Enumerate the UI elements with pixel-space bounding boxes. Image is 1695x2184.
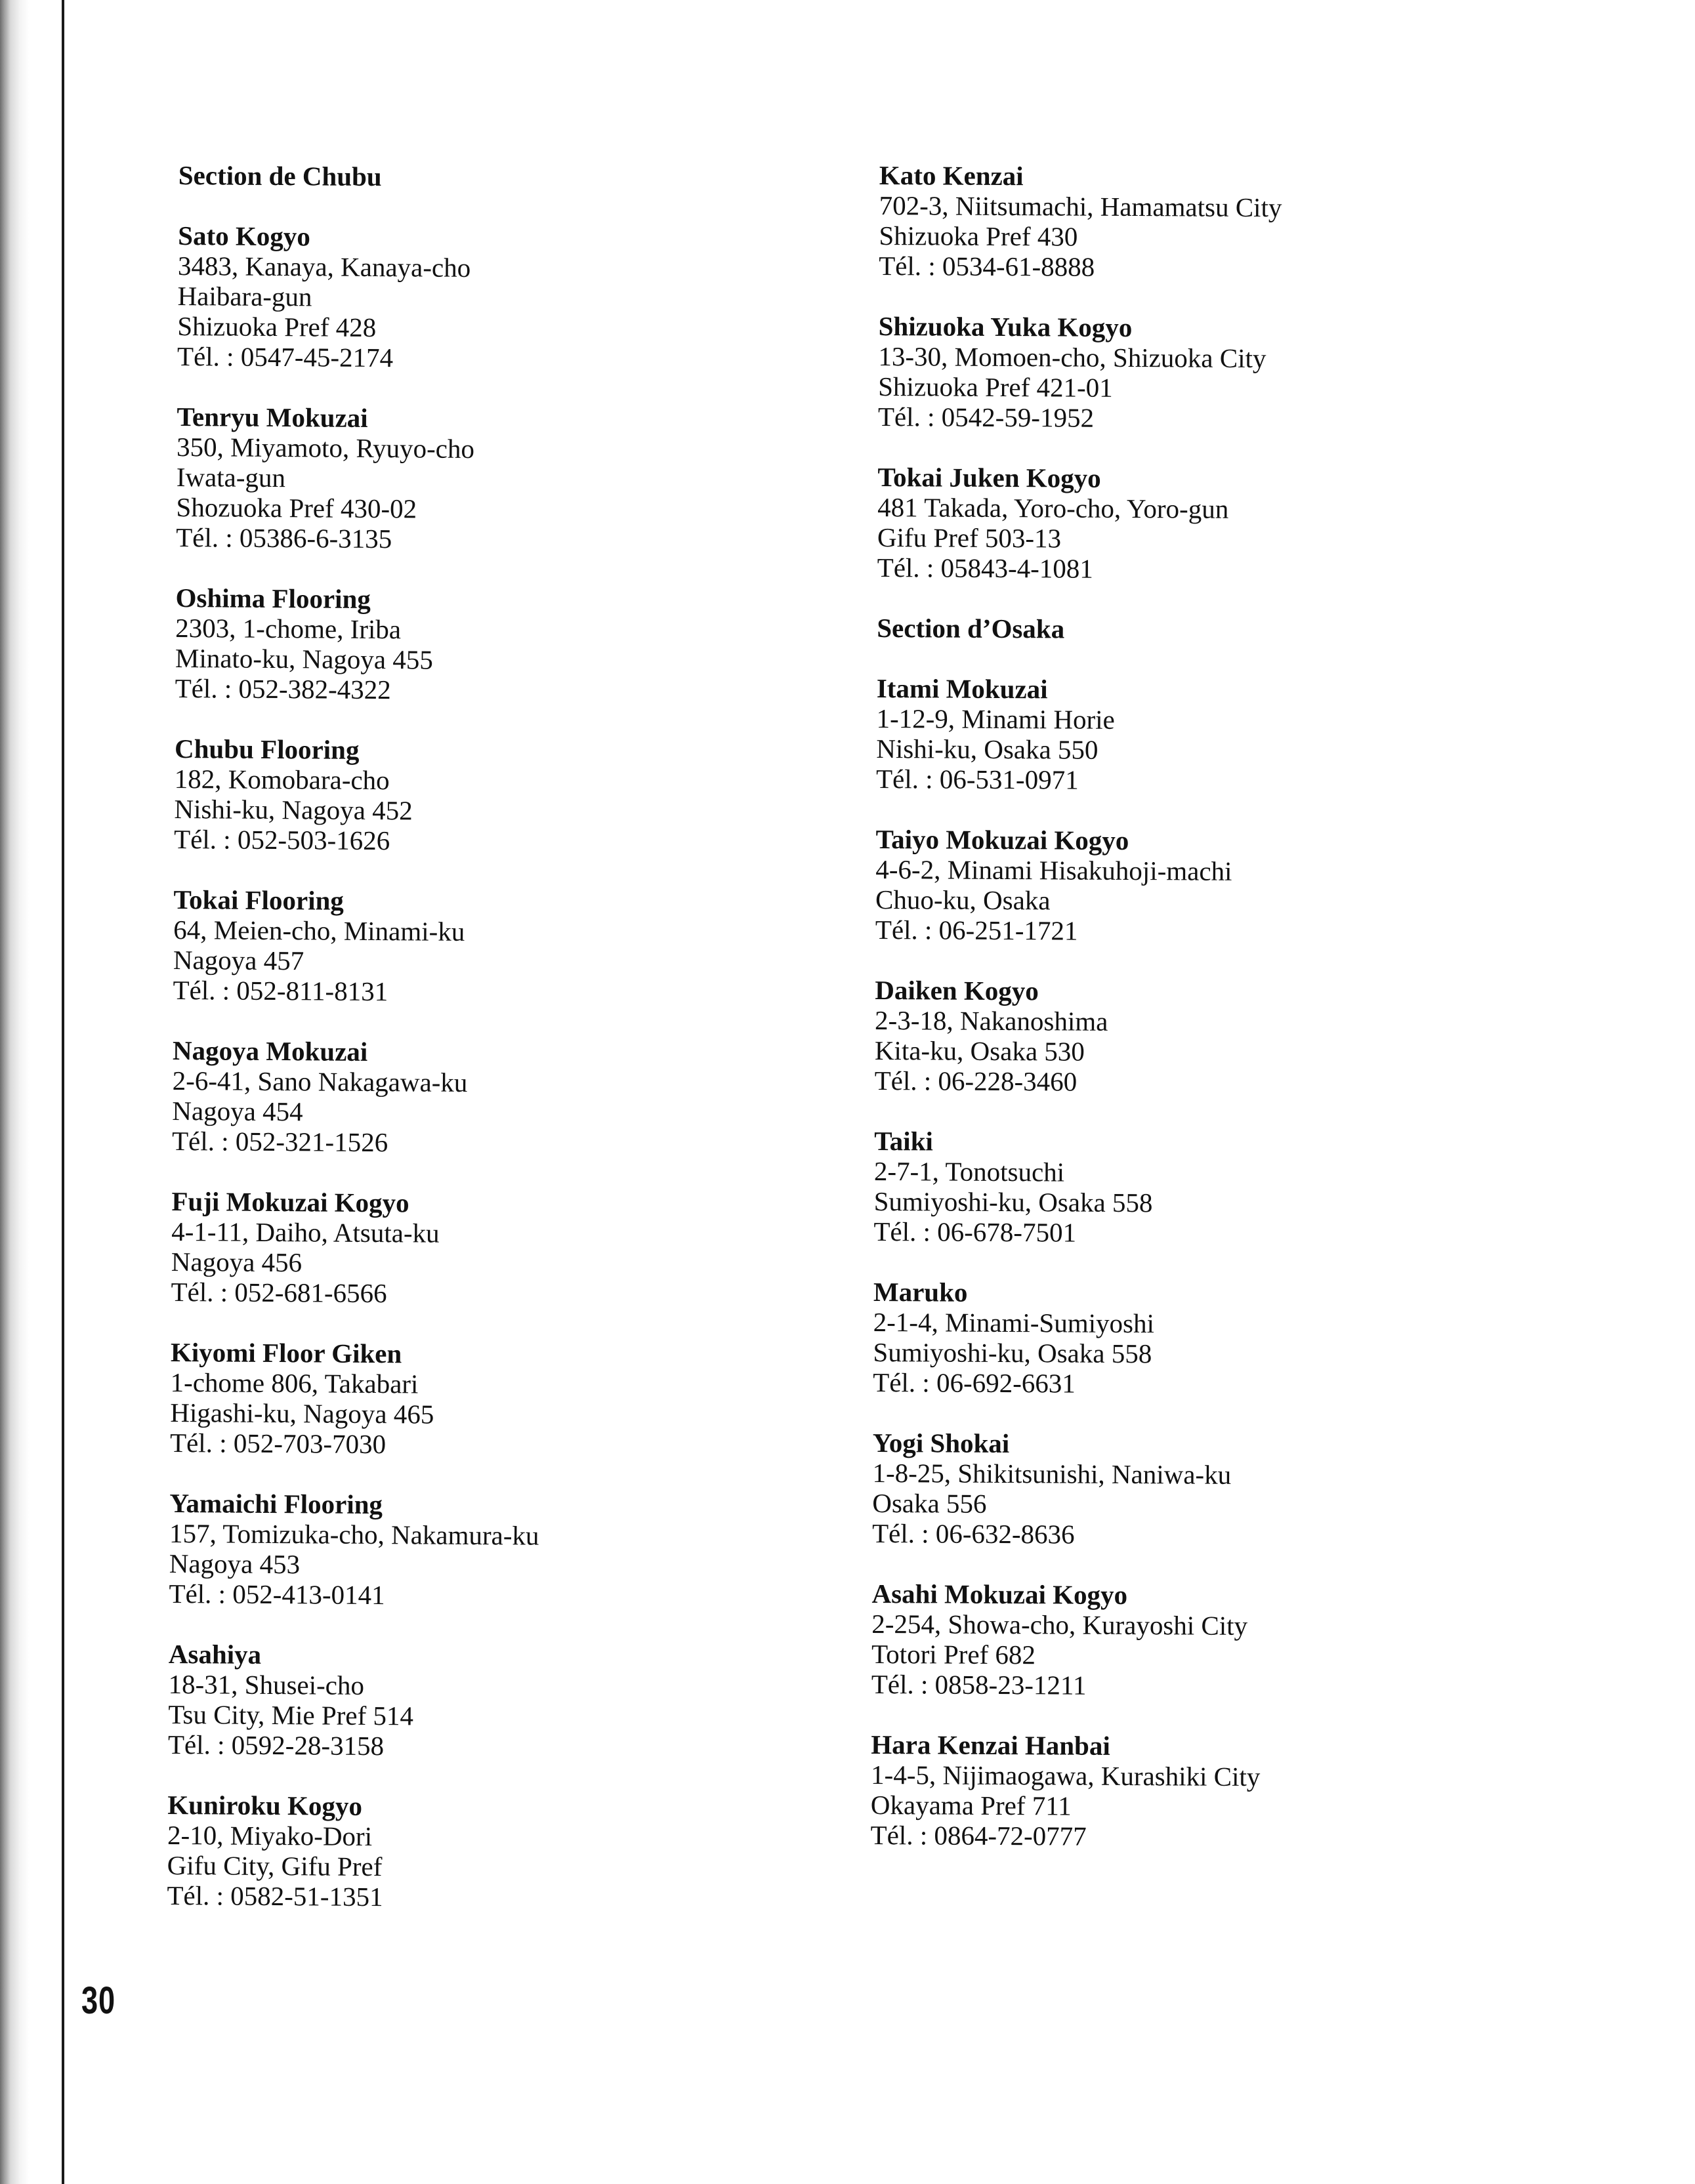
company-phone: Tél. : 06-678-7501 xyxy=(873,1216,1077,1248)
company-name: Nagoya Mokuzai xyxy=(172,1035,368,1067)
company-name: Asahiya xyxy=(168,1638,262,1670)
company-address-line: Shizuoka Pref 421-01 xyxy=(878,371,1113,403)
company-phone: Tél. : 0542-59-1952 xyxy=(877,401,1095,433)
company-name: Hara Kenzai Hanbai xyxy=(871,1729,1110,1761)
company-address-line: Gifu Pref 503-13 xyxy=(877,522,1062,554)
company-phone: Tél. : 052-503-1626 xyxy=(173,823,390,856)
company-name: Yamaichi Flooring xyxy=(169,1487,383,1520)
company-phone: Tél. : 0864-72-0777 xyxy=(870,1819,1087,1851)
company-name: Taiyo Mokuzai Kogyo xyxy=(875,823,1129,856)
company-entry xyxy=(176,402,689,556)
company-entry xyxy=(169,1488,681,1612)
company-address-line: Minato-ku, Nagoya 455 xyxy=(175,642,433,675)
company-address-line: 702-3, Niitsumachi, Hamamatsu City xyxy=(879,190,1282,223)
left-column xyxy=(167,160,690,1944)
company-name: Shizuoka Yuka Kogyo xyxy=(878,310,1133,343)
company-entry xyxy=(167,1790,679,1914)
company-name: Yogi Shokai xyxy=(872,1427,1010,1459)
company-address-line: Kita-ku, Osaka 530 xyxy=(874,1035,1085,1067)
company-entry xyxy=(175,583,688,707)
company-address-line: 481 Takada, Yoro-cho, Yoro-gun xyxy=(877,491,1229,524)
company-entry xyxy=(173,884,685,1008)
company-entry xyxy=(171,1186,683,1310)
company-address-line: 64, Meien-cho, Minami-ku xyxy=(173,914,465,947)
company-phone: Tél. : 052-321-1526 xyxy=(171,1125,388,1158)
company-name: Sato Kogyo xyxy=(178,220,310,252)
company-address-line: 4-6-2, Minami Hisakuhoji-machi xyxy=(875,854,1232,886)
company-address-line: Gifu City, Gifu Pref xyxy=(167,1849,383,1882)
company-address-line: Shozuoka Pref 430-02 xyxy=(176,491,417,524)
company-phone: Tél. : 052-811-8131 xyxy=(173,974,388,1007)
company-address-line: Okayama Pref 711 xyxy=(870,1789,1072,1821)
company-entry xyxy=(170,1337,682,1461)
company-phone: Tél. : 052-703-7030 xyxy=(169,1427,387,1460)
company-address-line: 13-30, Momoen-cho, Shizuoka City xyxy=(878,340,1266,374)
company-entry xyxy=(875,824,1414,947)
company-entry xyxy=(172,1035,684,1159)
company-phone: Tél. : 06-531-0971 xyxy=(875,763,1079,795)
company-phone: Tél. : 052-413-0141 xyxy=(169,1578,385,1611)
company-phone: Tél. : 06-632-8636 xyxy=(871,1517,1075,1550)
company-address-line: Shizuoka Pref 428 xyxy=(177,310,377,343)
company-address-line: 1-chome 806, Takabari xyxy=(170,1367,419,1399)
company-phone: Tél. : 05843-4-1081 xyxy=(877,552,1093,584)
company-name: Kato Kenzai xyxy=(879,160,1024,192)
company-phone: Tél. : 0592-28-3158 xyxy=(167,1729,385,1762)
right-entry-list-bottom xyxy=(871,673,1415,1853)
company-entry xyxy=(875,975,1413,1098)
company-address-line: Nagoya 454 xyxy=(172,1095,303,1127)
company-phone: Tél. : 0547-45-2174 xyxy=(177,340,394,373)
company-address-line: 18-31, Shusei-cho xyxy=(168,1668,365,1700)
company-name: Itami Mokuzai xyxy=(876,672,1048,705)
company-entry xyxy=(168,1639,680,1763)
company-address-line: Haibara-gun xyxy=(177,280,312,312)
company-address-line: Totori Pref 682 xyxy=(871,1638,1036,1670)
company-name: Daiken Kogyo xyxy=(875,974,1039,1006)
section-heading-osaka: Section d’Osaka xyxy=(877,612,1065,644)
right-entry-list-top xyxy=(877,160,1417,585)
company-entry xyxy=(877,462,1416,585)
company-phone: Tél. : 052-382-4322 xyxy=(175,672,391,705)
company-name: Taiki xyxy=(874,1125,933,1157)
company-address-line: 350, Miyamoto, Ryuyo-cho xyxy=(176,431,475,464)
company-address-line: 3483, Kanaya, Kanaya-cho xyxy=(177,250,471,283)
company-address-line: 2-3-18, Nakanoshima xyxy=(875,1004,1108,1037)
company-phone: Tél. : 0858-23-1211 xyxy=(871,1668,1087,1700)
company-phone: Tél. : 06-692-6631 xyxy=(873,1367,1076,1399)
margin-rule xyxy=(62,0,64,2184)
company-address-line: 2303, 1-chome, Iriba xyxy=(175,612,402,645)
company-name: Oshima Flooring xyxy=(175,582,371,614)
company-address-line: 2-7-1, Tonotsuchi xyxy=(873,1155,1065,1187)
company-address-line: Higashi-ku, Nagoya 465 xyxy=(170,1397,434,1430)
company-name: Maruko xyxy=(873,1276,968,1308)
company-name: Fuji Mokuzai Kogyo xyxy=(171,1185,409,1218)
company-phone: Tél. : 052-681-6566 xyxy=(171,1276,387,1309)
company-phone: Tél. : 0582-51-1351 xyxy=(167,1880,383,1912)
company-address-line: 2-10, Miyako-Dori xyxy=(167,1819,373,1852)
company-entry xyxy=(177,220,690,375)
company-address-line: Iwata-gun xyxy=(176,461,286,493)
company-entry xyxy=(871,1578,1410,1702)
company-address-line: 2-6-41, Sano Nakagawa-ku xyxy=(172,1065,468,1098)
company-phone: Tél. : 0534-61-8888 xyxy=(879,250,1095,282)
company-entry xyxy=(878,311,1417,434)
company-name: Tokai Flooring xyxy=(173,884,345,916)
company-address-line: 157, Tomizuka-cho, Nakamura-ku xyxy=(169,1517,539,1551)
company-address-line: 4-1-11, Daiho, Atsuta-ku xyxy=(171,1216,440,1248)
company-address-line: Nishi-ku, Nagoya 452 xyxy=(174,793,413,826)
company-name: Kiyomi Floor Giken xyxy=(170,1336,402,1369)
company-phone: Tél. : 06-251-1721 xyxy=(875,914,1078,946)
company-entry xyxy=(876,673,1415,796)
company-entry xyxy=(174,733,686,857)
company-address-line: Sumiyoshi-ku, Osaka 558 xyxy=(873,1336,1152,1369)
company-name: Chubu Flooring xyxy=(174,733,360,765)
company-entry xyxy=(873,1126,1412,1249)
company-entry xyxy=(872,1428,1411,1551)
company-address-line: Nagoya 453 xyxy=(169,1548,301,1580)
company-address-line: 1-4-5, Nijimaogawa, Kurashiki City xyxy=(870,1759,1261,1792)
company-address-line: Nagoya 456 xyxy=(171,1246,303,1278)
company-address-line: Chuo-ku, Osaka xyxy=(875,884,1051,916)
company-entry xyxy=(871,1729,1410,1853)
company-address-line: 1-8-25, Shikitsunishi, Naniwa-ku xyxy=(872,1457,1232,1490)
company-address-line: 2-1-4, Minami-Sumiyoshi xyxy=(873,1306,1155,1339)
company-entry xyxy=(879,160,1417,283)
company-address-line: Osaka 556 xyxy=(872,1487,987,1519)
company-name: Tenryu Mokuzai xyxy=(177,401,368,433)
company-address-line: Shizuoka Pref 430 xyxy=(879,220,1078,252)
company-address-line: Sumiyoshi-ku, Osaka 558 xyxy=(873,1185,1153,1218)
right-column xyxy=(870,160,1417,1883)
company-name: Asahi Mokuzai Kogyo xyxy=(871,1578,1128,1611)
left-entry-list xyxy=(167,220,690,1914)
company-address-line: Nishi-ku, Osaka 550 xyxy=(876,733,1099,765)
company-address-line: 1-12-9, Minami Horie xyxy=(876,703,1115,735)
company-address-line: Tsu City, Mie Pref 514 xyxy=(168,1699,414,1731)
company-address-line: 2-254, Showa-cho, Kurayoshi City xyxy=(871,1608,1248,1641)
page-number: 30 xyxy=(81,1979,115,2022)
company-address-line: Nagoya 457 xyxy=(173,944,304,976)
company-name: Tokai Juken Kogyo xyxy=(877,461,1101,493)
company-phone: Tél. : 06-228-3460 xyxy=(874,1065,1078,1097)
company-name: Kuniroku Kogyo xyxy=(167,1789,363,1821)
scan-binding-edge xyxy=(0,0,29,2184)
company-phone: Tél. : 05386-6-3135 xyxy=(176,522,392,554)
company-address-line: 182, Komobara-cho xyxy=(174,763,390,796)
section-heading-chubu: Section de Chubu xyxy=(178,160,382,192)
company-entry xyxy=(873,1277,1412,1400)
